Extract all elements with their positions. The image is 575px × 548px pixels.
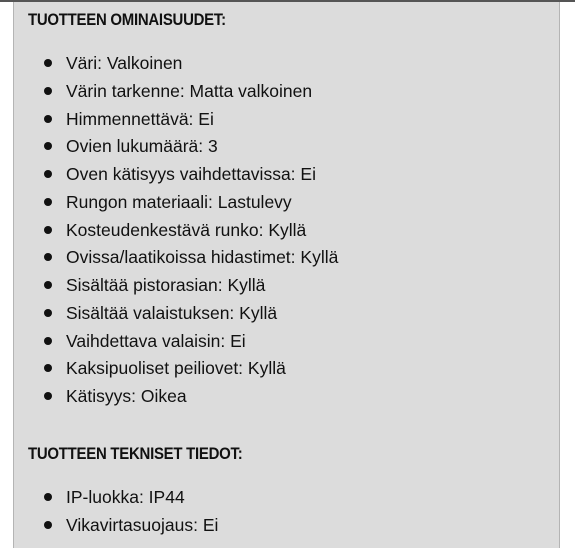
list-item-text: Oven kätisyys vaihdettavissa: Ei [66, 164, 316, 184]
list-item-text: Sisältää valaistuksen: Kyllä [66, 302, 278, 323]
list-item-text: Ovissa/laatikoissa hidastimet: Kyllä [66, 247, 339, 268]
list-item [14, 356, 338, 384]
bullet-icon [44, 281, 52, 289]
list-item [14, 485, 218, 513]
bullet-icon [44, 392, 52, 400]
list-item [14, 190, 338, 218]
list-item [14, 218, 338, 246]
technical-list [14, 485, 218, 541]
list-item-text: Vikavirtasuojaus: Ei [66, 514, 219, 535]
list-item-text: Värin tarkenne: Matta valkoinen [66, 80, 313, 101]
list-item [14, 79, 338, 107]
bullet-icon [44, 59, 52, 67]
list-item-text: Väri: Valkoinen [66, 53, 183, 73]
list-item [14, 301, 338, 329]
bullet-icon [44, 364, 52, 372]
list-item-text: Sisältää pistorasian: Kyllä [66, 275, 266, 295]
list-item [14, 384, 338, 412]
features-list [14, 51, 338, 412]
list-item-text: Kosteudenkestävä runko: Kyllä [66, 219, 307, 240]
list-item-text: Kätisyys: Oikea [66, 386, 187, 406]
list-item-text: Ovien lukumäärä: 3 [66, 136, 218, 157]
bullet-icon [44, 142, 52, 150]
list-item-text: Vaihdettava valaisin: Ei [66, 330, 246, 351]
list-item [14, 162, 338, 190]
bullet-icon [44, 337, 52, 345]
list-item [14, 273, 338, 301]
list-item [14, 107, 338, 135]
section-heading-features: TUOTTEEN OMINAISUUDET: [28, 10, 226, 29]
list-item-text: Kaksipuoliset peiliovet: Kyllä [66, 358, 286, 379]
bullet-icon [44, 170, 52, 178]
list-item [14, 134, 338, 162]
list-item-text: Rungon materiaali: Lastulevy [66, 191, 292, 212]
bullet-icon [44, 198, 52, 206]
bullet-icon [44, 521, 52, 529]
list-item-text: IP-luokka: IP44 [66, 487, 185, 507]
section-heading-technical: TUOTTEEN TEKNISET TIEDOT: [28, 444, 243, 463]
list-item [14, 329, 338, 357]
bullet-icon [44, 226, 52, 234]
bullet-icon [44, 115, 52, 123]
bullet-icon [44, 253, 52, 261]
bullet-icon [44, 493, 52, 501]
bullet-icon [44, 87, 52, 95]
list-item [14, 245, 338, 273]
list-item-text: Himmennettävä: Ei [66, 108, 214, 129]
list-item [14, 51, 338, 79]
list-item [14, 513, 218, 541]
product-info-panel [13, 2, 560, 548]
bullet-icon [44, 309, 52, 317]
